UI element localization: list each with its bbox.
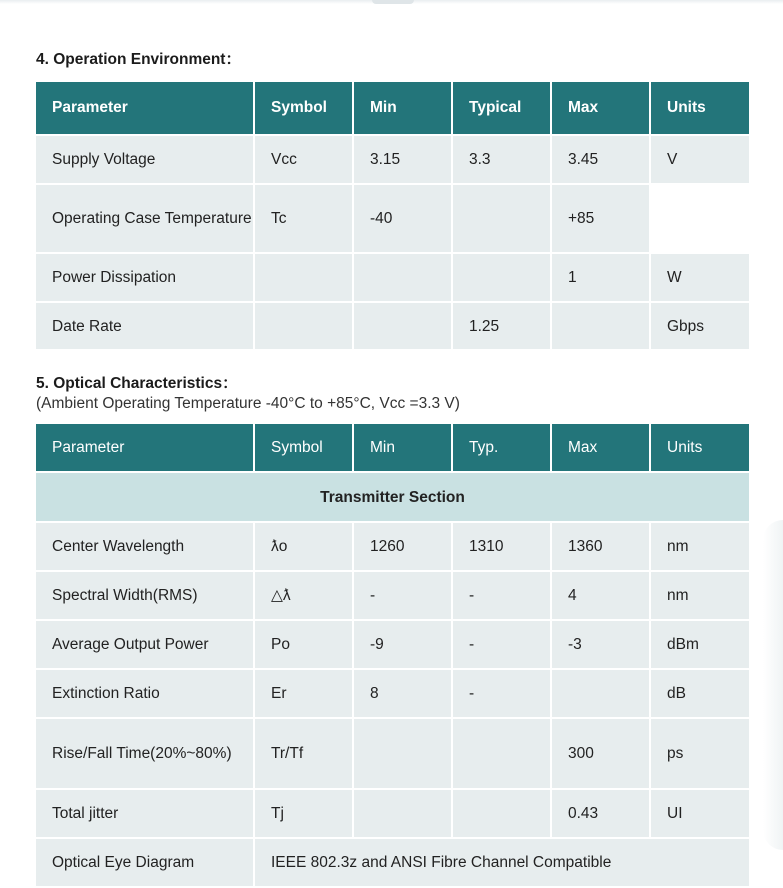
table-header-row <box>36 82 749 135</box>
cell-min <box>353 718 452 789</box>
header-typical: Typical <box>452 82 551 135</box>
cell-units: Gbps <box>650 302 749 350</box>
cell-parameter: Optical Eye Diagram <box>36 838 254 887</box>
scroll-handle[interactable] <box>372 0 414 4</box>
cell-min: 1260 <box>353 522 452 571</box>
section5-subtitle: (Ambient Operating Temperature -40°C to +85°C, Vcc =3.3 V) <box>36 395 460 412</box>
table-row <box>36 838 749 887</box>
cell-typical <box>452 253 551 302</box>
table-row <box>36 620 749 669</box>
top-scroll-edge <box>0 0 783 4</box>
cell-typ: - <box>452 669 551 718</box>
cell-max <box>551 302 650 350</box>
cell-parameter: Spectral Width(RMS) <box>36 571 254 620</box>
table-row <box>36 135 749 184</box>
cell-typical <box>452 184 551 253</box>
cell-parameter: Power Dissipation <box>36 253 254 302</box>
cell-parameter: Total jitter <box>36 789 254 838</box>
cell-parameter: Date Rate <box>36 302 254 350</box>
cell-parameter: Extinction Ratio <box>36 669 254 718</box>
cell-parameter: Operating Case Temperature <box>36 184 254 253</box>
section4-title: 4. Operation Environment： <box>36 51 241 68</box>
cell-units <box>650 184 749 253</box>
operation-environment-table <box>36 82 749 351</box>
cell-symbol: Vcc <box>254 135 353 184</box>
cell-max: 4 <box>551 571 650 620</box>
cell-max: 1 <box>551 253 650 302</box>
cell-units: W <box>650 253 749 302</box>
cell-units: ps <box>650 718 749 789</box>
cell-units: V <box>650 135 749 184</box>
cell-min: - <box>353 571 452 620</box>
optical-characteristics-table <box>36 424 749 888</box>
header-parameter: Parameter <box>36 82 254 135</box>
header-min: Min <box>353 82 452 135</box>
header-max: Max <box>551 424 650 472</box>
cell-symbol <box>254 302 353 350</box>
cell-symbol <box>254 253 353 302</box>
cell-units: dB <box>650 669 749 718</box>
cell-max: 3.45 <box>551 135 650 184</box>
cell-typical: 3.3 <box>452 135 551 184</box>
cell-typ: - <box>452 620 551 669</box>
header-min: Min <box>353 424 452 472</box>
cell-units: nm <box>650 522 749 571</box>
cell-units: dBm <box>650 620 749 669</box>
table-row <box>36 669 749 718</box>
section-row <box>36 472 749 522</box>
cell-symbol: △ƛ <box>254 571 353 620</box>
header-typ: Typ. <box>452 424 551 472</box>
cell-symbol: Tr/Tf <box>254 718 353 789</box>
side-panel-edge <box>763 520 783 850</box>
table-row <box>36 184 749 253</box>
cell-typ <box>452 718 551 789</box>
cell-parameter: Average Output Power <box>36 620 254 669</box>
cell-symbol: Tc <box>254 184 353 253</box>
cell-parameter: Center Wavelength <box>36 522 254 571</box>
cell-min <box>353 253 452 302</box>
cell-symbol: ƛo <box>254 522 353 571</box>
cell-min: -40 <box>353 184 452 253</box>
header-units: Units <box>650 424 749 472</box>
cell-parameter: Rise/Fall Time(20%~80%) <box>36 718 254 789</box>
cell-min <box>353 789 452 838</box>
cell-units: nm <box>650 571 749 620</box>
cell-symbol: Er <box>254 669 353 718</box>
cell-typical: 1.25 <box>452 302 551 350</box>
cell-min: 8 <box>353 669 452 718</box>
cell-min: 3.15 <box>353 135 452 184</box>
cell-symbol: Po <box>254 620 353 669</box>
cell-max: +85 <box>551 184 650 253</box>
header-max: Max <box>551 82 650 135</box>
table-row <box>36 253 749 302</box>
section5-title: 5. Optical Characteristics： <box>36 375 238 392</box>
table-header-row <box>36 424 749 472</box>
cell-max: 1360 <box>551 522 650 571</box>
cell-min <box>353 302 452 350</box>
cell-units: UI <box>650 789 749 838</box>
cell-typ <box>452 789 551 838</box>
cell-typ: 1310 <box>452 522 551 571</box>
table-row <box>36 789 749 838</box>
table-row <box>36 571 749 620</box>
header-symbol: Symbol <box>254 424 353 472</box>
cell-parameter: Supply Voltage <box>36 135 254 184</box>
header-units: Units <box>650 82 749 135</box>
table-row <box>36 718 749 789</box>
header-symbol: Symbol <box>254 82 353 135</box>
header-parameter: Parameter <box>36 424 254 472</box>
cell-eye-diagram-value: IEEE 802.3z and ANSI Fibre Channel Compatible <box>254 838 749 887</box>
transmitter-section-label: Transmitter Section <box>36 472 749 522</box>
cell-symbol: Tj <box>254 789 353 838</box>
cell-max: 0.43 <box>551 789 650 838</box>
cell-typ: - <box>452 571 551 620</box>
table-row <box>36 522 749 571</box>
cell-min: -9 <box>353 620 452 669</box>
cell-max: 300 <box>551 718 650 789</box>
cell-max: -3 <box>551 620 650 669</box>
table-row <box>36 302 749 350</box>
cell-max <box>551 669 650 718</box>
